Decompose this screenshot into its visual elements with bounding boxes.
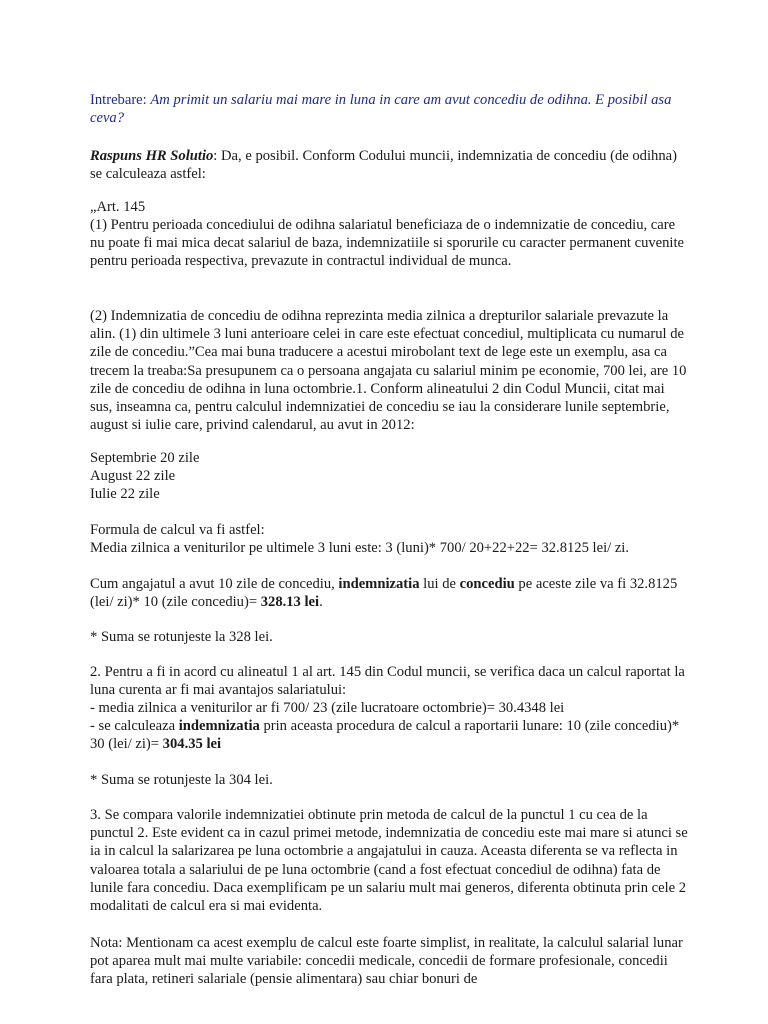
- calc1-end: .: [319, 594, 323, 611]
- calc1-text-a: Cum angajatul a avut 10 zile de concediu,: [90, 576, 339, 592]
- section-2-bullet-2: [90, 717, 690, 753]
- answer-intro: [90, 147, 690, 183]
- rounding-note-1: * Suma se rotunjeste la 328 lei.: [90, 629, 273, 645]
- bullet2-result: 304.35 lei: [162, 736, 222, 753]
- answer-text: : Da, e posibil. Conform Codului muncii, indemnizatia de concediu (de odihna) se calculeaza astfel:: [90, 148, 677, 183]
- bullet2-text-a: - se calculeaza: [90, 718, 179, 734]
- formula-line: Media zilnica a veniturilor pe ultimele 3 luni este: 3 (luni)* 700/ 20+22+22= 32.8125 lei/ zi.: [90, 540, 630, 556]
- calc1-result: 328.13 lei: [260, 594, 320, 611]
- article-title: „Art. 145: [90, 199, 146, 215]
- question: [90, 91, 690, 127]
- formula-intro: Formula de calcul va fi astfel:: [90, 522, 265, 538]
- note-paragraph: Nota: Mentionam ca acest exemplu de calcul este foarte simplist, in realitate, la calculul salarial lunar pot aparea mult mai multe variabile: concedii medicale, concedii de formare profesionale, concedii fara plata, retineri salariale (pensie alimentara) sau chiar bonuri de: [90, 935, 683, 988]
- question-separator: :: [142, 92, 151, 108]
- section-2-bullet-1: - media zilnica a veniturilor ar fi 700/ 23 (zile lucratoare octombrie)= 30.4348 lei: [90, 700, 565, 716]
- month-july: Iulie 22 zile: [90, 486, 160, 503]
- months-list: [90, 449, 690, 504]
- article-paragraph-2: (2) Indemnizatia de concediu de odihna reprezinta media zilnica a drepturilor salariale prevazute la alin. (1) din ultimele 3 luni anterioare celei in care este efectuat concediul, multiplicata cu numarul de zile de concediu.”Cea mai buna traducere a acestui mirobolant text de lege este un exemplu, asa ca trecem la treaba:Sa presupunem ca o persoana angajata cu salariul minim pe economie, 700 lei, are 10 zile de concediu de odihna in luna octombrie.1. Conform alineatului 2 din Codul Muncii, citat mai sus, inseamna ca, pentru calculul indemnizatiei de concediu se iau la considerare lunile septembrie, august si iulie care, privind calendarul, au avut in 2012:: [90, 308, 687, 434]
- calc1-text-c: lui de: [419, 576, 460, 592]
- bullet2-bold-indemnizatia: indemnizatia: [178, 718, 260, 734]
- answer-label: Raspuns HR Solutio: [90, 148, 214, 164]
- calc1-bold-concediu: concediu: [459, 576, 515, 592]
- calc1-text-e: pe aceste zile va fi 32.8125 (lei/ zi)* 10 (zile concediu)=: [90, 576, 678, 611]
- rounding-note-2: * Suma se rotunjeste la 304 lei.: [90, 772, 273, 788]
- question-label: Intrebare: [90, 92, 143, 108]
- article-paragraph-1: (1) Pentru perioada concediului de odihna salariatul beneficiaza de o indemnizatie de concediu, care nu poate fi mai mica decat salariul de baza, indemnizatiile si sporurile cu caracter permanent cuvenite pentru perioada respectiva, prevazute in contractul individual de munca.: [90, 217, 685, 270]
- section-2-intro: 2. Pentru a fi in acord cu alineatul 1 al art. 145 din Codul muncii, se verifica daca un calcul raportat la luna curenta ar fi mai avantajos salariatului:: [90, 664, 685, 699]
- month-august: August 22 zile: [90, 468, 176, 485]
- month-september: Septembrie 20 zile: [90, 450, 200, 466]
- calc1-bold-indemnizatia: indemnizatia: [338, 576, 420, 592]
- section-3: 3. Se compara valorile indemnizatiei obtinute prin metoda de calcul de la punctul 1 cu cea de la punctul 2. Este evident ca in cazul primei metode, indemnizatia de concediu este mai mare si atunci se ia in calcul la salarizarea pe luna octombrie a angajatului in cauza. Aceasta diferenta se va reflecta in valoarea totala a salariului de pe luna octombrie (cand a fost efectuat concediul de odihna) fata de lunile fara concediu. Daca exemplificam pe un salariu mult mai generos, diferenta obtinuta prin cele 2 modalitati de calcul era si mai evidenta.: [90, 807, 688, 915]
- calculation-1: [90, 575, 690, 611]
- bullet2-text-c: prin aceasta procedura de calcul a raportarii lunare: 10 (zile concediu)* 30 (lei/ zi)=: [90, 718, 680, 753]
- question-text: Am primit un salariu mai mare in luna in care am avut concediu de odihna. E posibil asa ceva?: [90, 92, 672, 127]
